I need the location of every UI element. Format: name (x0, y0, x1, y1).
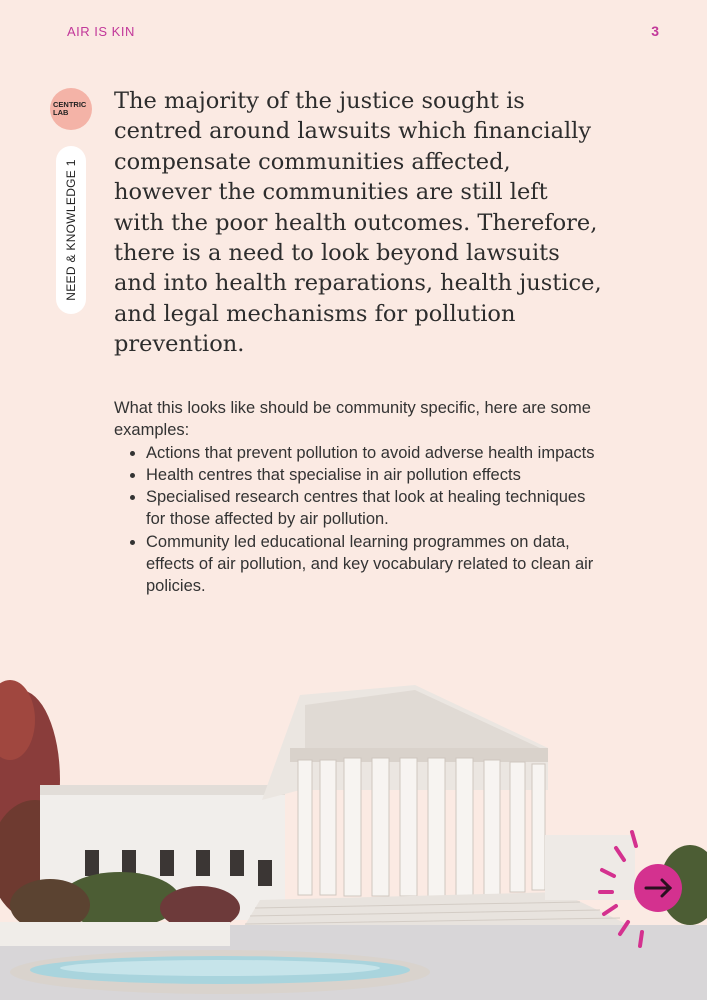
section-tab-label: NEED & KNOWLEDGE 1 (64, 159, 78, 301)
examples-list (114, 442, 604, 598)
logo-line-1: CENTRIC (53, 100, 87, 109)
list-item: • Health centres that specialise in air pollution effects (146, 464, 604, 486)
body-text (114, 397, 604, 598)
body-intro: What this looks like should be community specific, here are some examples: (114, 399, 591, 440)
header-title: AIR IS KIN (67, 24, 135, 39)
centric-lab-logo (50, 88, 92, 130)
lead-paragraph: The majority of the justice sought is centred around lawsuits which financially compensate communities affected, however the communities are still left with the poor health outcomes. Therefore, there is a need to look beyond lawsuits and into health reparations, health justice, and legal mechanisms for pollution prevention. (114, 88, 602, 358)
page-number: 3 (651, 23, 659, 39)
list-item: • Community led educational learning programmes on data, effects of air pollution, and key vocabulary related to clean air policies. (146, 531, 604, 598)
list-item: • Specialised research centres that look at healing techniques for those affected by air pollution. (146, 486, 604, 531)
section-tab (56, 146, 86, 314)
next-page-button[interactable] (596, 826, 706, 956)
list-item: • Actions that prevent pollution to avoid adverse health impacts (146, 442, 604, 464)
logo-line-2: LAB (53, 108, 69, 117)
